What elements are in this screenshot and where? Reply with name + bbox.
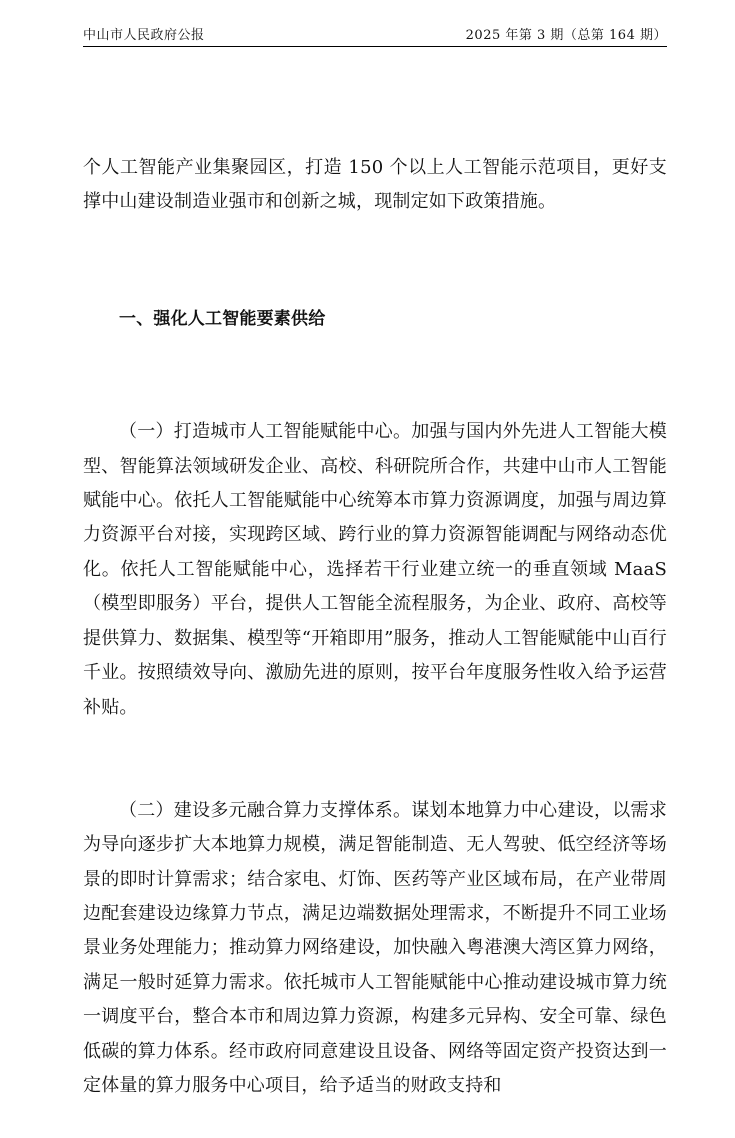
header-issue-info: 2025 年第 3 期（总第 164 期） xyxy=(465,28,667,43)
paragraph-1: （一）打造城市人工智能赋能中心。加强与国内外先进人工智能大模型、智能算法领域研发企业、高校、科研院所合作，共建中山市人工智能赋能中心。依托人工智能赋能中心统筹本市算力资源调度，加强与周边算力资源平台对接，实现跨区域、跨行业的算力资源智能调配与网络动态优化。依托人工智能赋能中心，选择若干行业建立统一的垂直领域 MaaS（模型即服务）平台，提供人工智能全流程服务，为企业、政府、高校等提供算力、数据集、模型等“开箱即用”服务，推动人工智能赋能中山百行千业。按照绩效导向、激励先进的原则，按平台年度服务性收入给予运营补贴。 xyxy=(83,421,667,718)
document-body xyxy=(83,82,667,1138)
header-publication-title: 中山市人民政府公报 xyxy=(83,28,205,43)
intro-paragraph: 个人工智能产业集聚园区，打造 150 个以上人工智能示范项目，更好支撑中山建设制造业强市和创新之城，现制定如下政策措施。 xyxy=(83,156,667,213)
section-title: 一、强化人工智能要素供给 xyxy=(119,309,326,330)
page-header xyxy=(83,23,667,47)
paragraph-2: （二）建设多元融合算力支撑体系。谋划本地算力中心建设，以需求为导向逐步扩大本地算力规模，满足智能制造、无人驾驶、低空经济等场景的即时计算需求；结合家电、灯饰、医药等产业区域布局，在产业带周边配套建设边缘算力节点，满足边端数据处理需求，不断提升不同工业场景业务处理能力；推动算力网络建设，加快融入粤港澳大湾区算力网络，满足一般时延算力需求。依托城市人工智能赋能中心推动建设城市算力统一调度平台，整合本市和周边算力资源，构建多元异构、安全可靠、绿色低碳的算力体系。经市政府同意建设且设备、网络等固定资产投资达到一定体量的算力服务中心项目，给予适当的财政支持和 xyxy=(83,799,667,1096)
